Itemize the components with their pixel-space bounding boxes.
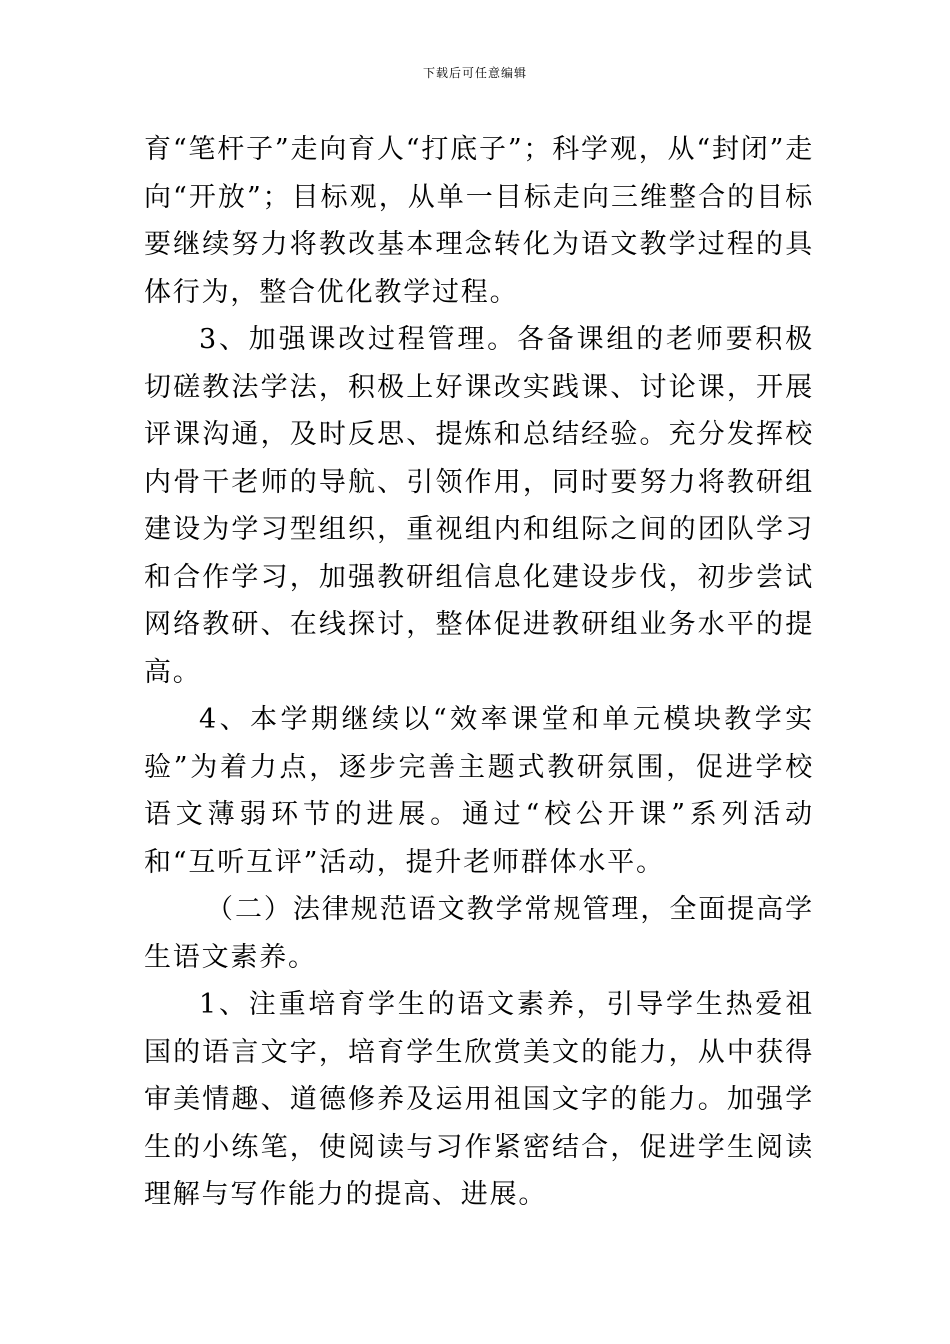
section-heading-2: （二）法律规范语文教学常规管理，全面提高学生语文素养。	[144, 894, 814, 973]
paragraph-item-1: 1、注重培育学生的语文素养，引导学生热爱祖国的语言文字，培育学生欣赏美文的能力，从中获得审美情趣、道德修养及运用祖国文字的能力。加强学生的小练笔，使阅读与习作紧密结合，促进学生阅读理解与写作能力的提高、进展。	[144, 989, 814, 1210]
paragraph-item-3: 3、加强课改过程管理。各备课组的老师要积极切磋教法学法，积极上好课改实践课、讨论课，开展评课沟通，及时反思、提炼和总结经验。充分发挥校内骨干老师的导航、引领作用，同时要努力将教研组建设为学习型组织，重视组内和组际之间的团队学习和合作学习，加强教研组信息化建设步伐，初步尝试网络教研、在线探讨，整体促进教研组业务水平的提高。	[144, 324, 814, 688]
document-body	[144, 126, 814, 1219]
paragraph-item-4: 4、本学期继续以“效率课堂和单元模块教学实验”为着力点，逐步完善主题式教研氛围，促进学校语文薄弱环节的进展。通过“校公开课”系列活动和“互听互评”活动，提升老师群体水平。	[144, 704, 814, 878]
paragraph-continuation: 育“笔杆子”走向育人“打底子”；科学观，从“封闭”走向“开放”；目标观，从单一目标走向三维整合的目标要继续努力将教改基本理念转化为语文教学过程的具体行为，整合优化教学过程。	[144, 134, 814, 308]
page-header: 下载后可任意编辑	[422, 66, 527, 80]
